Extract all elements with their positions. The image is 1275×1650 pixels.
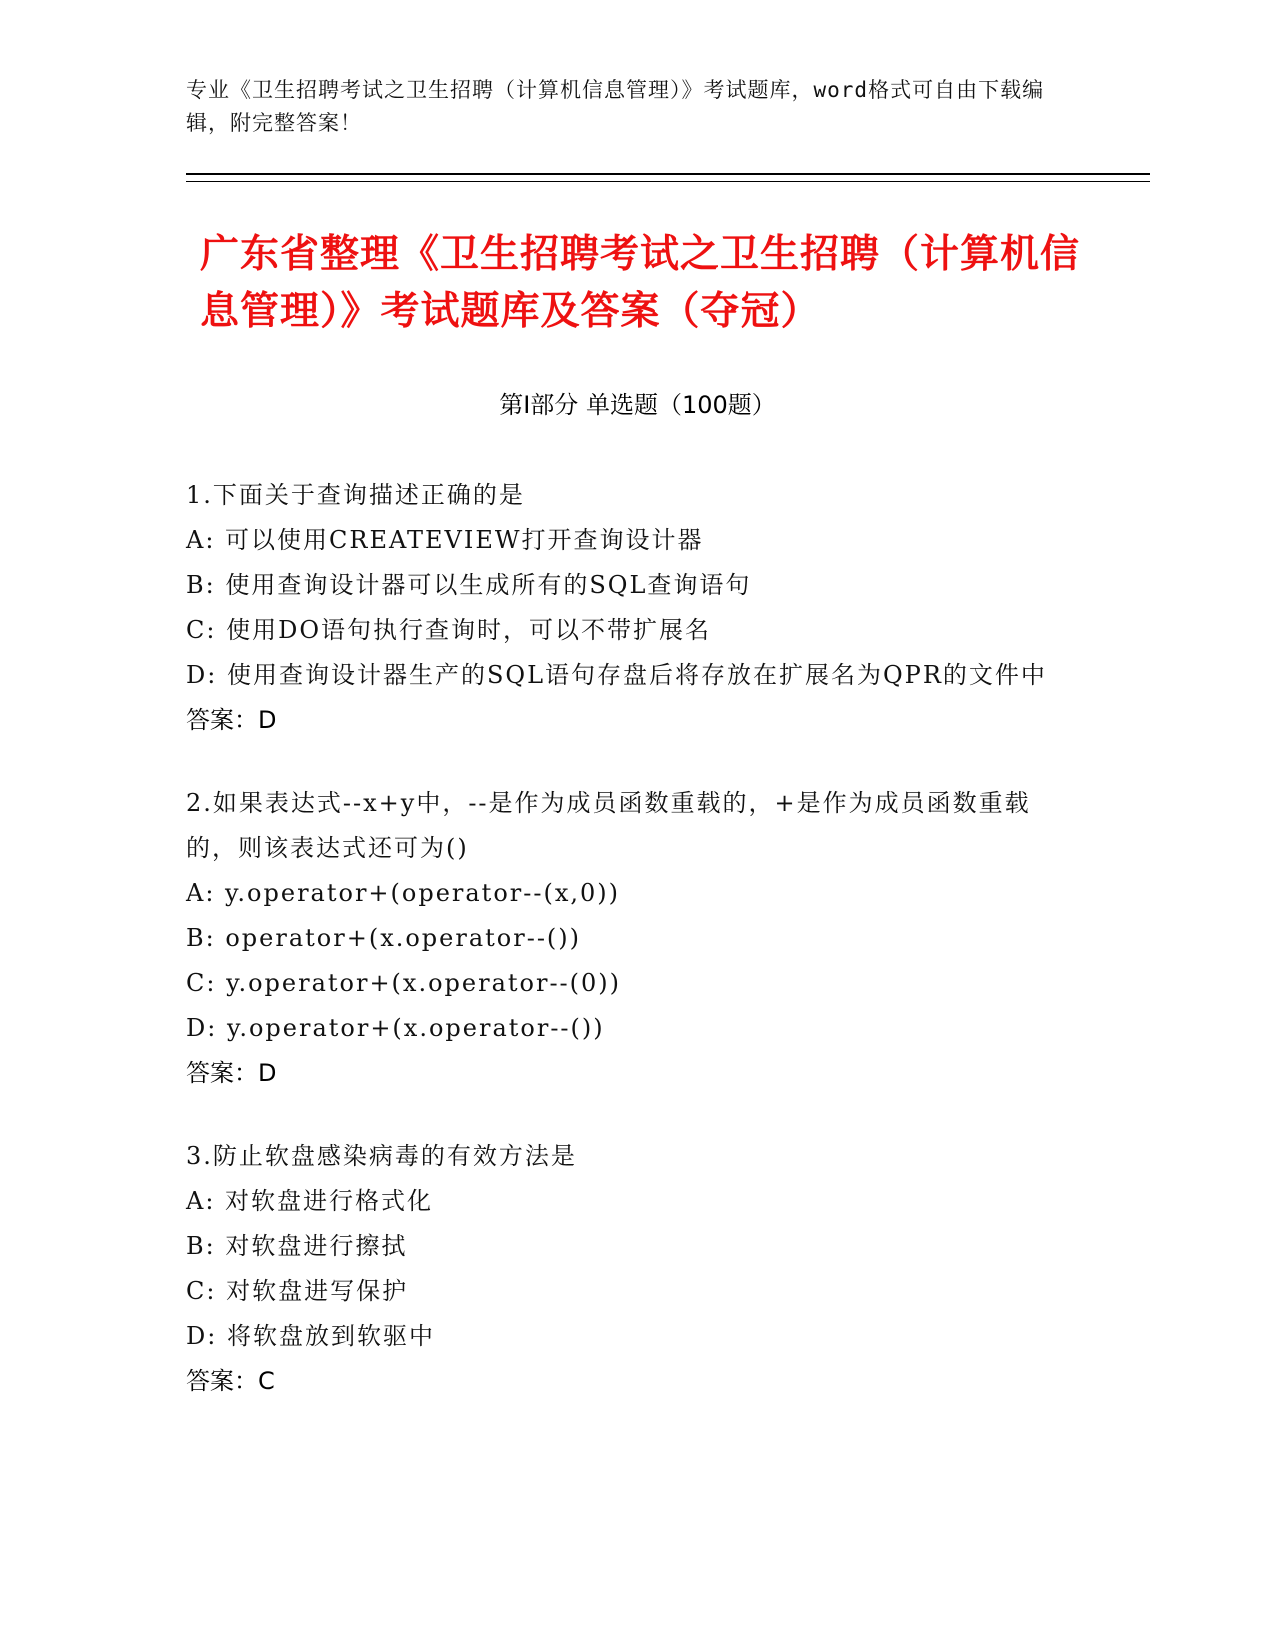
answer-value: C [258, 1367, 275, 1395]
option-b: B: 对软盘进行擦拭 [186, 1232, 408, 1260]
option-a: A: y.operator+(operator--(x,0)) [186, 879, 620, 907]
option-a: A: 对软盘进行格式化 [186, 1187, 434, 1215]
question-stem: 1.下面关于查询描述正确的是 [186, 481, 525, 509]
header-note: 专业《卫生招聘考试之卫生招聘（计算机信息管理）》考试题库，word格式可自由下载编辑，附完整答案！ [186, 78, 1045, 135]
option-c: C: y.operator+(x.operator--(0)) [186, 969, 622, 997]
option-d: D: 使用查询设计器生产的SQL语句存盘后将存放在扩展名为QPR的文件中 [186, 661, 1047, 689]
section-heading: 第I部分 单选题（100题） [499, 391, 776, 419]
answer-line [186, 698, 1076, 743]
option-c: C: 使用DO语句执行查询时，可以不带扩展名 [186, 616, 711, 644]
option-d: D: y.operator+(x.operator--()) [186, 1014, 605, 1042]
question-1 [186, 473, 1076, 743]
question-stem: 2.如果表达式--x+y中，--是作为成员函数重载的，+是作为成员函数重载的，则该表达式还可为() [186, 789, 1031, 862]
option-c: C: 对软盘进写保护 [186, 1277, 409, 1305]
header-divider-thin [186, 181, 1150, 182]
question-list [186, 473, 1076, 1442]
option-b: B: 使用查询设计器可以生成所有的SQL查询语句 [186, 571, 752, 599]
answer-line [186, 1359, 1076, 1404]
answer-value: D [258, 706, 277, 734]
question-2 [186, 781, 1076, 1096]
answer-label: 答案： [186, 1367, 258, 1395]
header-divider-thick [186, 173, 1150, 175]
question-stem: 3.防止软盘感染病毒的有效方法是 [186, 1142, 577, 1170]
option-d: D: 将软盘放到软驱中 [186, 1322, 435, 1350]
answer-line [186, 1051, 1076, 1096]
document-title: 广东省整理《卫生招聘考试之卫生招聘（计算机信息管理）》考试题库及答案（夺冠） [200, 232, 1081, 334]
answer-label: 答案： [186, 1059, 258, 1087]
answer-value: D [258, 1059, 277, 1087]
question-3 [186, 1134, 1076, 1404]
option-a: A: 可以使用CREATEVIEW打开查询设计器 [186, 526, 704, 554]
answer-label: 答案： [186, 706, 258, 734]
option-b: B: operator+(x.operator--()) [186, 924, 582, 952]
